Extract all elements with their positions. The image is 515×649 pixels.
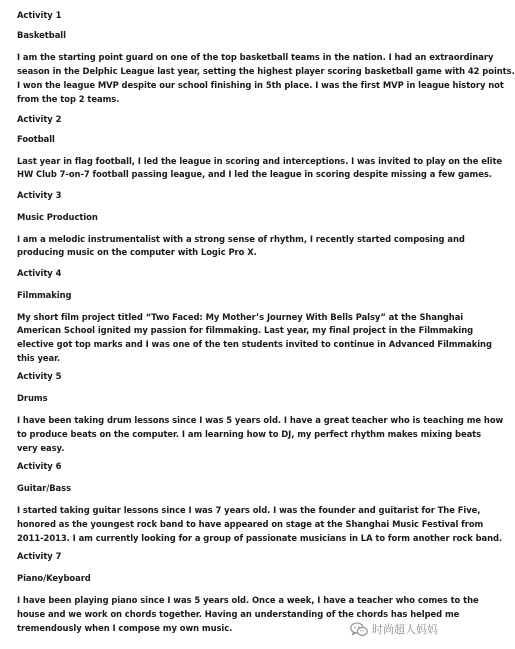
activity-4-text-line: My short film project titled “Two Faced: My Mother’s Journey With Bells Palsy” at the Shanghai bbox=[17, 312, 464, 322]
activity-4-heading: Activity 4 bbox=[17, 268, 62, 278]
activity-7-title: Piano/Keyboard bbox=[17, 573, 91, 583]
activity-1-text-line: season in the Delphic League last year, setting the highest player scoring basketball game with 42 points. bbox=[17, 66, 515, 76]
activity-2-text-line: HW Club 7-on-7 football passing league, and I led the league in scoring despite missing a few games. bbox=[17, 169, 492, 179]
activity-6-text-line: 2011-2013. I am currently looking for a group of passionate musicians in LA to form another rock band. bbox=[17, 533, 503, 543]
activity-4-text-line: this year. bbox=[17, 353, 61, 363]
activity-1-text-line: from the top 2 teams. bbox=[17, 94, 120, 104]
activity-4-text-line: elective got top marks and I was one of the ten students invited to continue in Advanced Filmmaking bbox=[17, 339, 492, 349]
activity-4-title: Filmmaking bbox=[17, 290, 72, 300]
activity-6-title: Guitar/Bass bbox=[17, 483, 72, 493]
activity-1-text-line: I am the starting point guard on one of the top basketball teams in the nation. I had an extraordinary bbox=[17, 52, 494, 62]
activity-4-text-line: American School ignited my passion for filmmaking. Last year, my final project in the Filmmaking bbox=[17, 325, 474, 335]
activity-6-heading: Activity 6 bbox=[17, 461, 62, 471]
wechat-icon bbox=[350, 622, 368, 637]
activity-5-text-line: I have been taking drum lessons since I was 5 years old. I have a great teacher who is teaching me how bbox=[17, 415, 504, 425]
activity-3-heading: Activity 3 bbox=[17, 190, 62, 200]
activity-5-heading: Activity 5 bbox=[17, 371, 62, 381]
activity-5-text-line: to produce beats on the computer. I am learning how to DJ, my perfect rhythm makes mixing beats bbox=[17, 429, 482, 439]
activity-7-text-line: tremendously when I compose my own music. bbox=[17, 623, 233, 633]
activity-1-title: Basketball bbox=[17, 30, 66, 40]
activity-6-text-line: I started taking guitar lessons since I was 7 years old. I was the founder and guitarist for The Five, bbox=[17, 505, 481, 515]
activity-3-text-line: producing music on the computer with Logic Pro X. bbox=[17, 247, 257, 257]
activity-7-heading: Activity 7 bbox=[17, 551, 62, 561]
activity-3-title: Music Production bbox=[17, 212, 98, 222]
activity-2-title: Football bbox=[17, 134, 55, 144]
activity-1-heading: Activity 1 bbox=[17, 10, 62, 20]
activity-3-text-line: I am a melodic instrumentalist with a strong sense of rhythm, I recently started composing and bbox=[17, 234, 465, 244]
activity-2-heading: Activity 2 bbox=[17, 114, 62, 124]
activity-1-text-line: I won the league MVP despite our school finishing in 5th place. I was the first MVP in league history not bbox=[17, 80, 504, 90]
activity-5-text-line: very easy. bbox=[17, 443, 65, 453]
activity-7-text-line: I have been playing piano since I was 5 years old. Once a week, I have a teacher who comes to the bbox=[17, 595, 479, 605]
activity-7-text-line: house and we work on chords together. Having an understanding of the chords has helped me bbox=[17, 609, 460, 619]
activity-2-text-line: Last year in flag football, I led the league in scoring and interceptions. I was invited to play on the elite bbox=[17, 156, 503, 166]
watermark bbox=[350, 621, 438, 637]
activity-6-text-line: honored as the youngest rock band to have appeared on stage at the Shanghai Music Festival from bbox=[17, 519, 484, 529]
activity-5-title: Drums bbox=[17, 393, 48, 403]
watermark-text: 时尚超人妈妈 bbox=[372, 623, 438, 636]
